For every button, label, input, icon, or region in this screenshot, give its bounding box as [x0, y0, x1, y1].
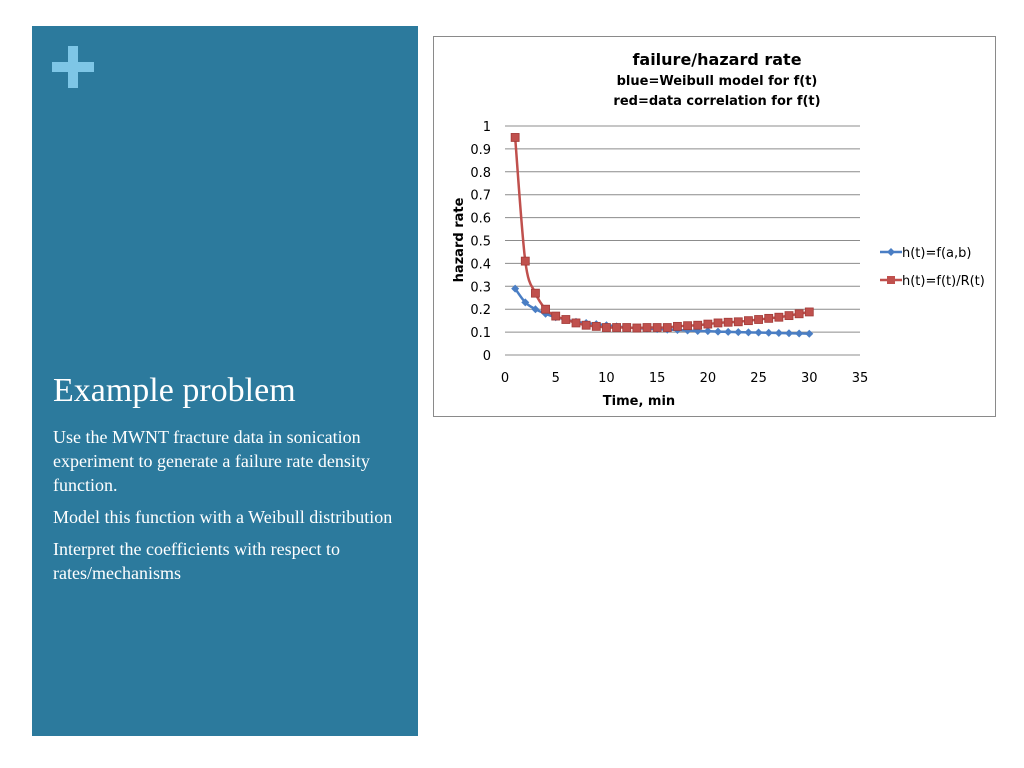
chart-title: failure/hazard rate — [632, 50, 802, 69]
data-point — [572, 319, 580, 327]
series-weibull-model — [511, 285, 813, 338]
x-tick-label: 20 — [699, 371, 717, 386]
data-point — [724, 318, 732, 326]
x-tick-label: 0 — [500, 371, 510, 386]
bullet-item: Model this function with a Weibull distribution — [53, 507, 393, 527]
x-tick-label: 25 — [750, 371, 767, 386]
data-point — [521, 257, 529, 265]
bullet-list — [53, 425, 403, 593]
grid — [505, 126, 860, 355]
data-point — [694, 321, 702, 329]
data-point — [805, 330, 813, 338]
data-point — [633, 324, 641, 332]
data-point — [511, 133, 519, 141]
legend-item — [880, 246, 971, 261]
series-layer — [511, 133, 813, 337]
slide-title: Example problem — [53, 372, 296, 409]
data-point — [592, 322, 600, 330]
data-point — [734, 328, 742, 336]
plus-icon — [52, 46, 94, 88]
y-tick-label: 0.7 — [470, 188, 491, 204]
data-point — [531, 289, 539, 297]
data-point — [582, 321, 590, 329]
y-tick-label: 0.4 — [470, 257, 491, 273]
x-axis-label: Time, min — [602, 394, 676, 409]
data-point — [765, 314, 773, 322]
data-point — [542, 305, 550, 313]
legend-marker — [887, 248, 895, 256]
data-point — [684, 322, 692, 330]
data-point — [704, 320, 712, 328]
data-point — [602, 324, 610, 332]
data-point — [643, 324, 651, 332]
data-point — [734, 318, 742, 326]
chart-subtitle-line: red=data correlation for f(t) — [613, 94, 821, 109]
data-point — [795, 329, 803, 337]
title-panel — [32, 26, 418, 736]
y-tick-label: 0.6 — [470, 211, 491, 227]
x-tick-label: 10 — [598, 371, 615, 386]
data-point — [663, 324, 671, 332]
y-tick-label: 0.8 — [470, 165, 491, 181]
data-point — [775, 313, 783, 321]
data-point — [785, 329, 793, 337]
x-tick-label: 15 — [648, 371, 666, 386]
y-tick-label: 0 — [482, 349, 491, 364]
legend-item — [880, 274, 985, 289]
x-tick-label: 35 — [851, 371, 869, 386]
data-point — [755, 316, 763, 324]
x-tick-label: 5 — [551, 371, 560, 386]
legend — [880, 246, 985, 289]
x-tick-label: 30 — [801, 371, 818, 386]
data-point — [744, 328, 752, 336]
data-point — [724, 328, 732, 336]
data-point — [755, 329, 763, 337]
legend-label: h(t)=f(t)/R(t) — [902, 274, 985, 289]
x-axis-ticks — [501, 371, 868, 386]
bullet-item: Use the MWNT fracture data in sonication experiment to generate a failure rate density function. — [53, 427, 370, 495]
series-data-correlation — [511, 133, 813, 332]
y-tick-label: 0.9 — [470, 142, 491, 158]
bullet-item: Interpret the coefficients with respect to rates/mechanisms — [53, 539, 341, 583]
y-tick-label: 0.1 — [470, 326, 491, 342]
data-point — [785, 312, 793, 320]
data-point — [562, 316, 570, 324]
data-point — [775, 329, 783, 337]
y-axis-label: hazard rate — [452, 197, 467, 283]
data-point — [714, 328, 722, 336]
data-point — [744, 317, 752, 325]
data-point — [673, 322, 681, 330]
legend-label: h(t)=f(a,b) — [902, 246, 972, 261]
chart-subtitle-line: blue=Weibull model for f(t) — [616, 74, 818, 89]
data-point — [795, 310, 803, 318]
data-point — [714, 319, 722, 327]
chart-frame — [433, 36, 996, 417]
y-tick-label: 0.5 — [470, 234, 491, 250]
data-point — [805, 308, 813, 316]
hazard-rate-chart — [434, 37, 995, 416]
y-tick-label: 1 — [482, 120, 491, 135]
data-point — [623, 324, 631, 332]
y-axis-ticks — [470, 120, 491, 364]
legend-marker — [887, 276, 895, 284]
data-point — [653, 324, 661, 332]
y-tick-label: 0.3 — [470, 280, 491, 296]
data-point — [765, 329, 773, 337]
data-point — [613, 324, 621, 332]
data-point — [552, 312, 560, 320]
series-line — [515, 137, 809, 328]
y-tick-label: 0.2 — [470, 303, 491, 319]
